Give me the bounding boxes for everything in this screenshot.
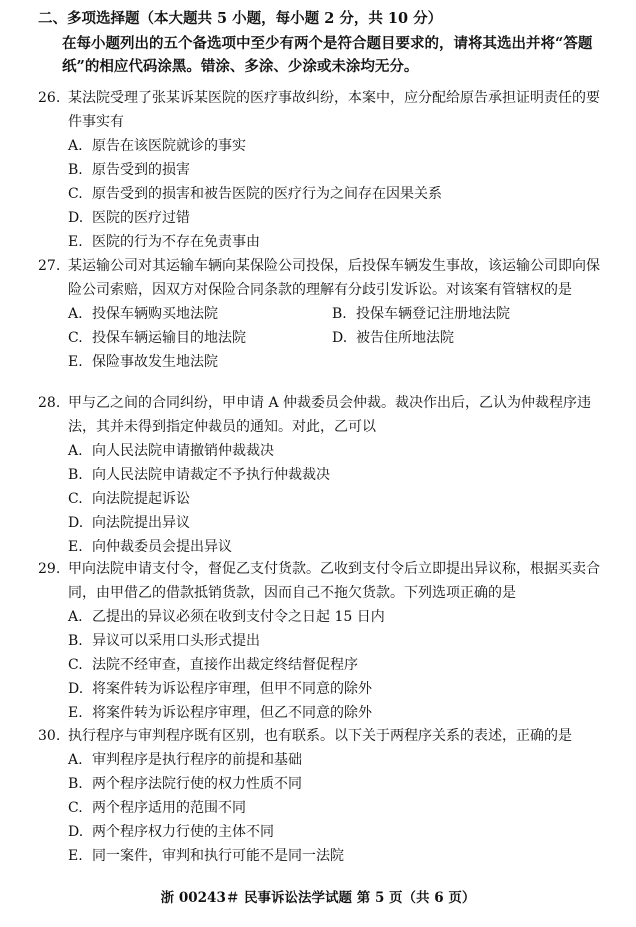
- option-d: [68, 511, 610, 535]
- option-list: [68, 748, 610, 868]
- option-text: 投保车辆购买地法院: [92, 306, 218, 322]
- option-text: 向法院提起诉讼: [92, 491, 190, 507]
- question-stem: [38, 86, 610, 134]
- option-text: 向仲裁委员会提出异议: [92, 539, 232, 555]
- question-29: [38, 557, 610, 725]
- option-text: 原告受到的损害: [92, 162, 190, 178]
- option-label: A.: [68, 138, 83, 154]
- option-text: 同一案件，审判和执行可能不是同一法院: [92, 848, 344, 864]
- option-d: [332, 326, 596, 350]
- option-c: [68, 182, 610, 206]
- question-27: [38, 254, 610, 374]
- option-row: [68, 326, 610, 350]
- question-text: 某运输公司对其运输车辆向某保险公司投保，后投保车辆发生事故，该运输公司即向保险公司索赔，因双方对保险合同条款的理解有分歧引发诉讼。对该案有管辖权的是: [68, 258, 600, 298]
- option-label: B.: [332, 306, 347, 322]
- option-e: [68, 230, 610, 254]
- option-text: 医院的医疗过错: [92, 210, 190, 226]
- option-text: 向人民法院申请撤销仲裁裁决: [92, 443, 274, 459]
- option-text: 审判程序是执行程序的前提和基础: [92, 752, 302, 768]
- option-label: E.: [68, 354, 83, 370]
- option-label: C.: [68, 657, 83, 673]
- option-label: A.: [68, 752, 83, 768]
- question-stem: [38, 391, 610, 439]
- question-number: 27.: [38, 258, 61, 274]
- option-label: D.: [68, 824, 84, 840]
- option-label: E.: [68, 234, 83, 250]
- option-label: A.: [68, 609, 83, 625]
- option-text: 两个程序权力行使的主体不同: [92, 824, 274, 840]
- option-text: 乙提出的异议必须在收到支付令之日起 15 日内: [92, 609, 385, 625]
- option-a: [68, 605, 610, 629]
- question-text: 某法院受理了张某诉某医院的医疗事故纠纷，本案中，应分配给原告承担证明责任的要件事实有: [68, 90, 600, 130]
- question-28: [38, 391, 610, 559]
- option-e: [68, 844, 610, 868]
- option-b: [68, 629, 610, 653]
- option-text: 医院的行为不存在免责事由: [92, 234, 260, 250]
- option-label: D.: [68, 210, 84, 226]
- option-label: C.: [68, 491, 83, 507]
- option-label: B.: [68, 467, 83, 483]
- option-label: E.: [68, 848, 83, 864]
- question-text: 执行程序与审判程序既有区别，也有联系。以下关于两程序关系的表述，正确的是: [68, 728, 572, 744]
- option-d: [68, 820, 610, 844]
- option-text: 被告住所地法院: [356, 330, 454, 346]
- option-text: 原告在该医院就诊的事实: [92, 138, 246, 154]
- section-instructions: 在每小题列出的五个备选项中至少有两个是符合题目要求的，请将其选出并将“答题纸”的相应代码涂黑。错涂、多涂、少涂或未涂均无分。: [62, 35, 593, 75]
- option-list: [68, 134, 610, 254]
- option-label: D.: [332, 330, 348, 346]
- option-label: C.: [68, 186, 83, 202]
- option-c: [68, 326, 332, 350]
- option-label: E.: [68, 539, 83, 555]
- option-b: [68, 158, 610, 182]
- question-stem: [38, 557, 610, 605]
- option-label: B.: [68, 633, 83, 649]
- option-label: A.: [68, 306, 83, 322]
- option-list: [68, 605, 610, 725]
- option-label: A.: [68, 443, 83, 459]
- question-text: 甲与乙之间的合同纠纷，甲申请 A 仲裁委员会仲裁。裁决作出后，乙认为仲裁程序违法，其并未得到指定仲裁员的通知。对此，乙可以: [68, 395, 592, 435]
- option-label: E.: [68, 705, 83, 721]
- question-26: [38, 86, 610, 254]
- option-list: [68, 302, 610, 374]
- question-stem: [38, 254, 610, 302]
- option-e: [68, 701, 610, 725]
- option-a: [68, 748, 610, 772]
- option-b: [68, 772, 610, 796]
- option-e: [68, 535, 610, 559]
- option-text: 原告受到的损害和被告医院的医疗行为之间存在因果关系: [92, 186, 442, 202]
- option-text: 投保车辆登记注册地法院: [356, 306, 510, 322]
- option-label: B.: [68, 162, 83, 178]
- option-label: D.: [68, 681, 84, 697]
- option-e: [68, 350, 610, 374]
- option-label: C.: [68, 800, 83, 816]
- question-stem: [38, 724, 610, 748]
- option-b: [332, 302, 596, 326]
- option-a: [68, 134, 610, 158]
- option-list: [68, 439, 610, 559]
- option-text: 将案件转为诉讼程序审理，但乙不同意的除外: [92, 705, 372, 721]
- question-number: 29.: [38, 561, 61, 577]
- option-d: [68, 677, 610, 701]
- question-number: 28.: [38, 395, 61, 411]
- option-text: 两个程序法院行使的权力性质不同: [92, 776, 302, 792]
- option-text: 异议可以采用口头形式提出: [92, 633, 260, 649]
- option-c: [68, 796, 610, 820]
- option-label: B.: [68, 776, 83, 792]
- option-d: [68, 206, 610, 230]
- option-a: [68, 302, 332, 326]
- question-text: 甲向法院申请支付令，督促乙支付货款。乙收到支付令后立即提出异议称，根据买卖合同，由甲借乙的借款抵销货款，因而自己不拖欠货款。下列选项正确的是: [68, 561, 600, 601]
- option-text: 两个程序适用的范围不同: [92, 800, 246, 816]
- question-number: 30.: [38, 728, 61, 744]
- section-title: 二、多项选择题（本大题共 5 小题，每小题 2 分，共 10 分）: [38, 10, 443, 27]
- option-text: 将案件转为诉讼程序审理，但甲不同意的除外: [92, 681, 372, 697]
- question-number: 26.: [38, 90, 61, 106]
- option-label: D.: [68, 515, 84, 531]
- option-text: 保险事故发生地法院: [92, 354, 218, 370]
- option-label: C.: [68, 330, 83, 346]
- option-text: 向法院提出异议: [92, 515, 190, 531]
- page-footer: 浙 00243＃ 民事诉讼法学试题 第 5 页（共 6 页）: [160, 890, 476, 906]
- option-b: [68, 463, 610, 487]
- option-text: 法院不经审查，直接作出裁定终结督促程序: [92, 657, 358, 673]
- option-a: [68, 439, 610, 463]
- option-text: 投保车辆运输目的地法院: [92, 330, 246, 346]
- question-30: [38, 724, 610, 868]
- option-c: [68, 653, 610, 677]
- option-c: [68, 487, 610, 511]
- option-row: [68, 302, 610, 326]
- option-text: 向人民法院申请裁定不予执行仲裁裁决: [92, 467, 330, 483]
